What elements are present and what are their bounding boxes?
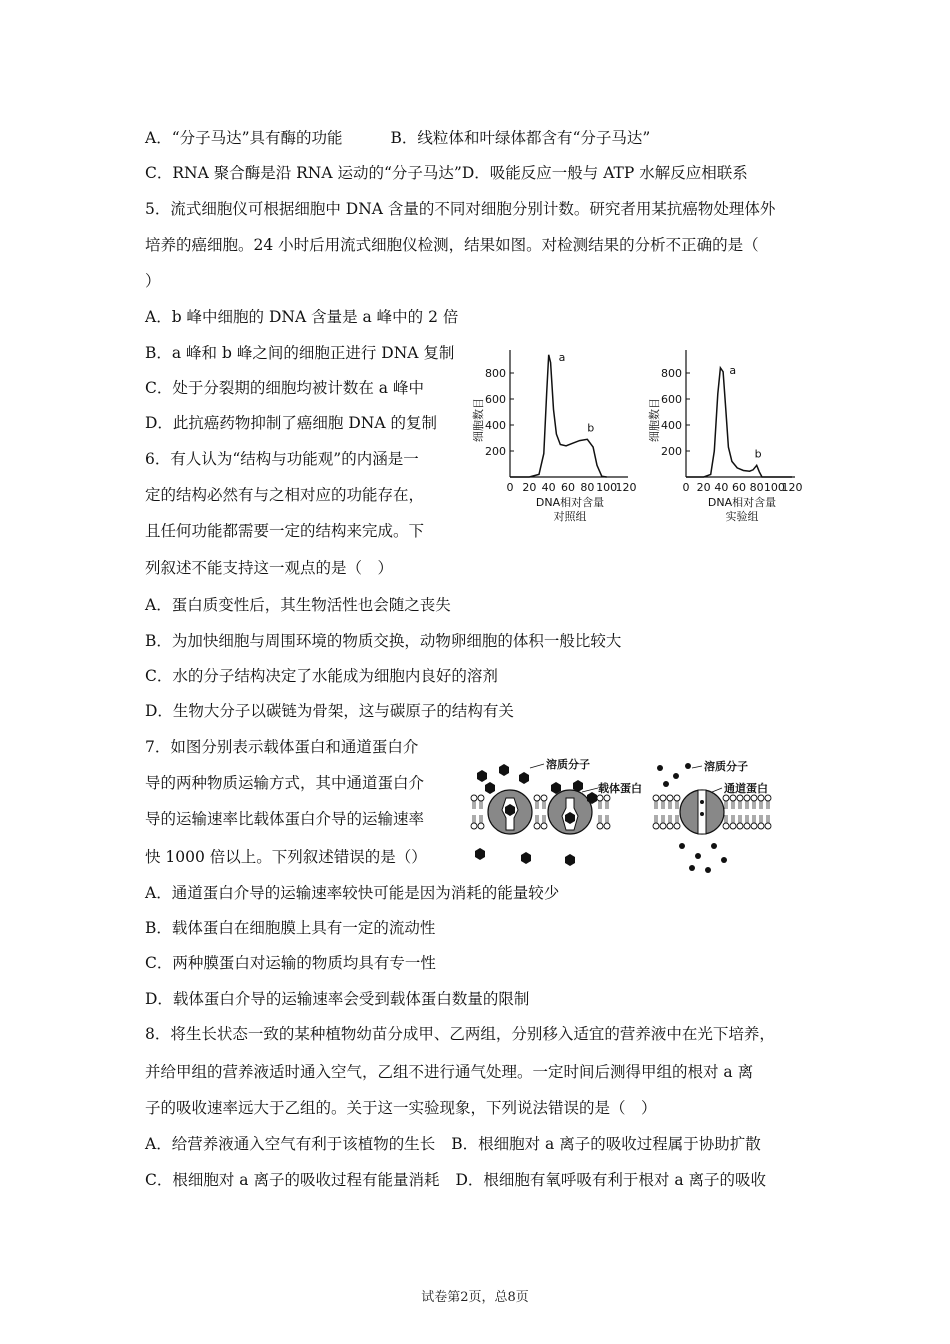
q8-option-d: D．根细胞有氧呼吸有利于根对 a 离子的吸收 xyxy=(455,1171,766,1189)
carrier-protein-1 xyxy=(488,790,532,834)
lipid-molecule xyxy=(541,795,547,809)
carrier-protein-label: 载体蛋白 xyxy=(598,782,642,795)
x-tick-label: 60 xyxy=(561,481,575,494)
x-tick-label: 20 xyxy=(522,481,537,494)
y-tick-label: 400 xyxy=(661,419,682,432)
q5-option-b: B．a 峰和 b 峰之间的细胞正进行 DNA 复制 xyxy=(145,344,455,362)
experiment-series-line xyxy=(686,368,792,477)
q4-option-b: B．线粒体和叶绿体都含有“分子马达” xyxy=(390,129,651,147)
x-tick-label: 20 xyxy=(696,481,711,494)
x-tick-label: 100 xyxy=(763,481,785,494)
lipid-molecule xyxy=(478,795,484,809)
lipid-molecule xyxy=(604,795,610,809)
q5-option-c: C．处于分裂期的细胞均被计数在 a 峰中 xyxy=(145,379,424,397)
q6-stem-line-2: 定的结构必然有与之相对应的功能存在， xyxy=(145,486,425,504)
q5-option-a: A．b 峰中细胞的 DNA 含量是 a 峰中的 2 倍 xyxy=(145,308,459,326)
q4-option-a: A．“分子马达”具有酶的功能 xyxy=(145,129,343,147)
q6-option-d: D．生物大分子以碳链为骨架，这与碳原子的结构有关 xyxy=(145,702,514,720)
lipid-molecule xyxy=(653,815,659,829)
q5-stem-line-2: 培养的癌细胞。24 小时后用流式细胞仪检测，结果如图。对检测结果的分析不正确的是（ xyxy=(145,236,759,254)
y-tick-label: 200 xyxy=(661,445,682,458)
q7-stem-line-3: 导的运输速率比载体蛋白介导的运输速率 xyxy=(145,810,425,828)
q8-option-b: B．根细胞对 a 离子的吸收过程属于协助扩散 xyxy=(451,1135,761,1153)
q7-stem-line-2: 导的两种物质运输方式，其中通道蛋白介 xyxy=(145,774,425,792)
lipid-molecule xyxy=(541,815,547,829)
lipid-molecule xyxy=(758,815,764,829)
x-tick-label: 0 xyxy=(506,481,514,494)
lipid-molecule xyxy=(534,815,540,829)
q6-stem-line-4: 列叙述不能支持这一观点的是（ ） xyxy=(145,559,394,577)
lipid-molecule xyxy=(660,815,666,829)
left-ylabel: 细胞数目 xyxy=(472,398,485,442)
right-ylabel: 细胞数目 xyxy=(648,398,661,442)
q5-option-d: D．此抗癌药物抑制了癌细胞 DNA 的复制 xyxy=(145,414,437,432)
lipid-molecule xyxy=(653,795,659,809)
flow-cytometry-figure xyxy=(470,340,810,530)
x-tick-label: 80 xyxy=(580,481,595,494)
lipid-molecule xyxy=(751,815,757,829)
lipid-molecule xyxy=(737,815,743,829)
page-footer: 试卷第2页，总8页 xyxy=(421,1290,529,1305)
q6-option-a: A．蛋白质变性后，其生物活性也会随之丧失 xyxy=(145,596,451,614)
q7-option-b: B．载体蛋白在细胞膜上具有一定的流动性 xyxy=(145,919,436,937)
q8-option-c: C．根细胞对 a 离子的吸收过程有能量消耗 xyxy=(145,1171,440,1189)
y-tick-label: 800 xyxy=(661,367,682,380)
q6-option-c: C．水的分子结构决定了水能成为细胞内良好的溶剂 xyxy=(145,667,498,685)
x-tick-label: 120 xyxy=(615,481,637,494)
q7-stem-line-1: 7．如图分别表示载体蛋白和通道蛋白介 xyxy=(145,738,419,756)
lipid-molecule xyxy=(478,815,484,829)
lipid-molecule xyxy=(765,795,771,809)
lipid-molecule xyxy=(604,815,610,829)
q4-option-d: D．吸能反应一般与 ATP 水解反应相联系 xyxy=(461,164,748,182)
y-tick-label: 600 xyxy=(661,393,682,406)
right-peak-a-label: a xyxy=(729,363,737,377)
x-tick-label: 60 xyxy=(732,481,746,494)
lipid-molecule xyxy=(674,815,680,829)
lipid-molecule xyxy=(597,795,603,809)
right-xlabel: DNA相对含量 xyxy=(707,496,777,509)
left-peak-b-label: b xyxy=(587,421,595,435)
left-caption: 对照组 xyxy=(553,510,587,523)
lipid-molecule xyxy=(744,815,750,829)
lipid-molecule xyxy=(471,815,477,829)
q7-option-d: D．载体蛋白介导的运输速率会受到载体蛋白数量的限制 xyxy=(145,990,530,1008)
membrane-transport-figure xyxy=(470,752,810,880)
control-group-chart xyxy=(471,350,637,523)
right-peak-b-label: b xyxy=(754,447,762,461)
y-tick-label: 200 xyxy=(485,445,506,458)
lipid-molecule xyxy=(758,795,764,809)
lipid-molecule xyxy=(730,795,736,809)
lipid-molecule xyxy=(667,795,673,809)
q5-stem-line-1: 5．流式细胞仪可根据细胞中 DNA 含量的不同对细胞分别计数。研究者用某抗癌物处理体外 xyxy=(145,200,776,218)
lipid-molecule xyxy=(737,795,743,809)
solute-label-left: 溶质分子 xyxy=(546,758,590,771)
x-tick-label: 100 xyxy=(596,481,618,494)
left-peak-a-label: a xyxy=(558,350,566,364)
lipid-molecule xyxy=(471,795,477,809)
lipid-molecule xyxy=(751,795,757,809)
x-tick-label: 80 xyxy=(749,481,764,494)
lipid-molecule xyxy=(674,795,680,809)
channel-protein-label: 通道蛋白 xyxy=(724,782,768,795)
x-tick-label: 40 xyxy=(541,481,556,494)
q8-stem-line-2: 并给甲组的营养液适时通入空气，乙组不进行通气处理。一定时间后测得甲组的根对 a 离 xyxy=(145,1063,754,1081)
q7-stem-line-4: 快 1000 倍以上。下列叙述错误的是（） xyxy=(145,848,427,866)
q6-stem-line-3: 且任何功能都需要一定的结构来完成。下 xyxy=(145,522,425,540)
x-tick-label: 120 xyxy=(781,481,803,494)
lipid-molecule xyxy=(597,815,603,829)
lipid-molecule xyxy=(730,815,736,829)
q4-option-c: C．RNA 聚合酶是沿 RNA 运动的“分子马达” xyxy=(145,164,462,182)
x-tick-label: 40 xyxy=(714,481,729,494)
lipid-molecule xyxy=(534,795,540,809)
carrier-protein-2 xyxy=(548,790,592,834)
left-xlabel: DNA相对含量 xyxy=(535,496,605,509)
q8-stem-line-1: 8．将生长状态一致的某种植物幼苗分成甲、乙两组，分别移入适宜的营养液中在光下培养， xyxy=(145,1025,775,1043)
control-series-line xyxy=(510,355,607,477)
q7-option-c: C．两种膜蛋白对运输的物质均具有专一性 xyxy=(145,954,436,972)
q8-option-a: A．给营养液通入空气有利于该植物的生长 xyxy=(145,1135,436,1153)
lipid-molecule xyxy=(765,815,771,829)
experiment-group-chart xyxy=(647,350,803,523)
y-tick-label: 600 xyxy=(485,393,506,406)
q6-option-b: B．为加快细胞与周围环境的物质交换，动物卵细胞的体积一般比较大 xyxy=(145,632,622,650)
q7-option-a: A．通道蛋白介导的运输速率较快可能是因为消耗的能量较少 xyxy=(145,884,560,902)
x-tick-label: 0 xyxy=(682,481,690,494)
solute-label-right: 溶质分子 xyxy=(704,760,748,773)
lipid-molecule xyxy=(744,795,750,809)
y-tick-label: 400 xyxy=(485,419,506,432)
q4-option-row-cd xyxy=(145,162,748,184)
lipid-molecule xyxy=(660,795,666,809)
q8-stem-line-3: 子的吸收速率远大于乙组的。关于这一实验现象，下列说法错误的是（ ） xyxy=(145,1099,657,1117)
channel-protein xyxy=(680,790,724,834)
lipid-molecule xyxy=(667,815,673,829)
q8-option-row-cd xyxy=(145,1169,766,1191)
q5-stem-line-3: ） xyxy=(145,272,161,290)
y-tick-label: 800 xyxy=(485,367,506,380)
q8-option-row-ab xyxy=(145,1133,761,1155)
right-caption: 实验组 xyxy=(725,510,759,523)
q4-option-row-ab xyxy=(145,127,650,149)
q6-stem-line-1: 6．有人认为“结构与功能观”的内涵是一 xyxy=(145,450,419,468)
